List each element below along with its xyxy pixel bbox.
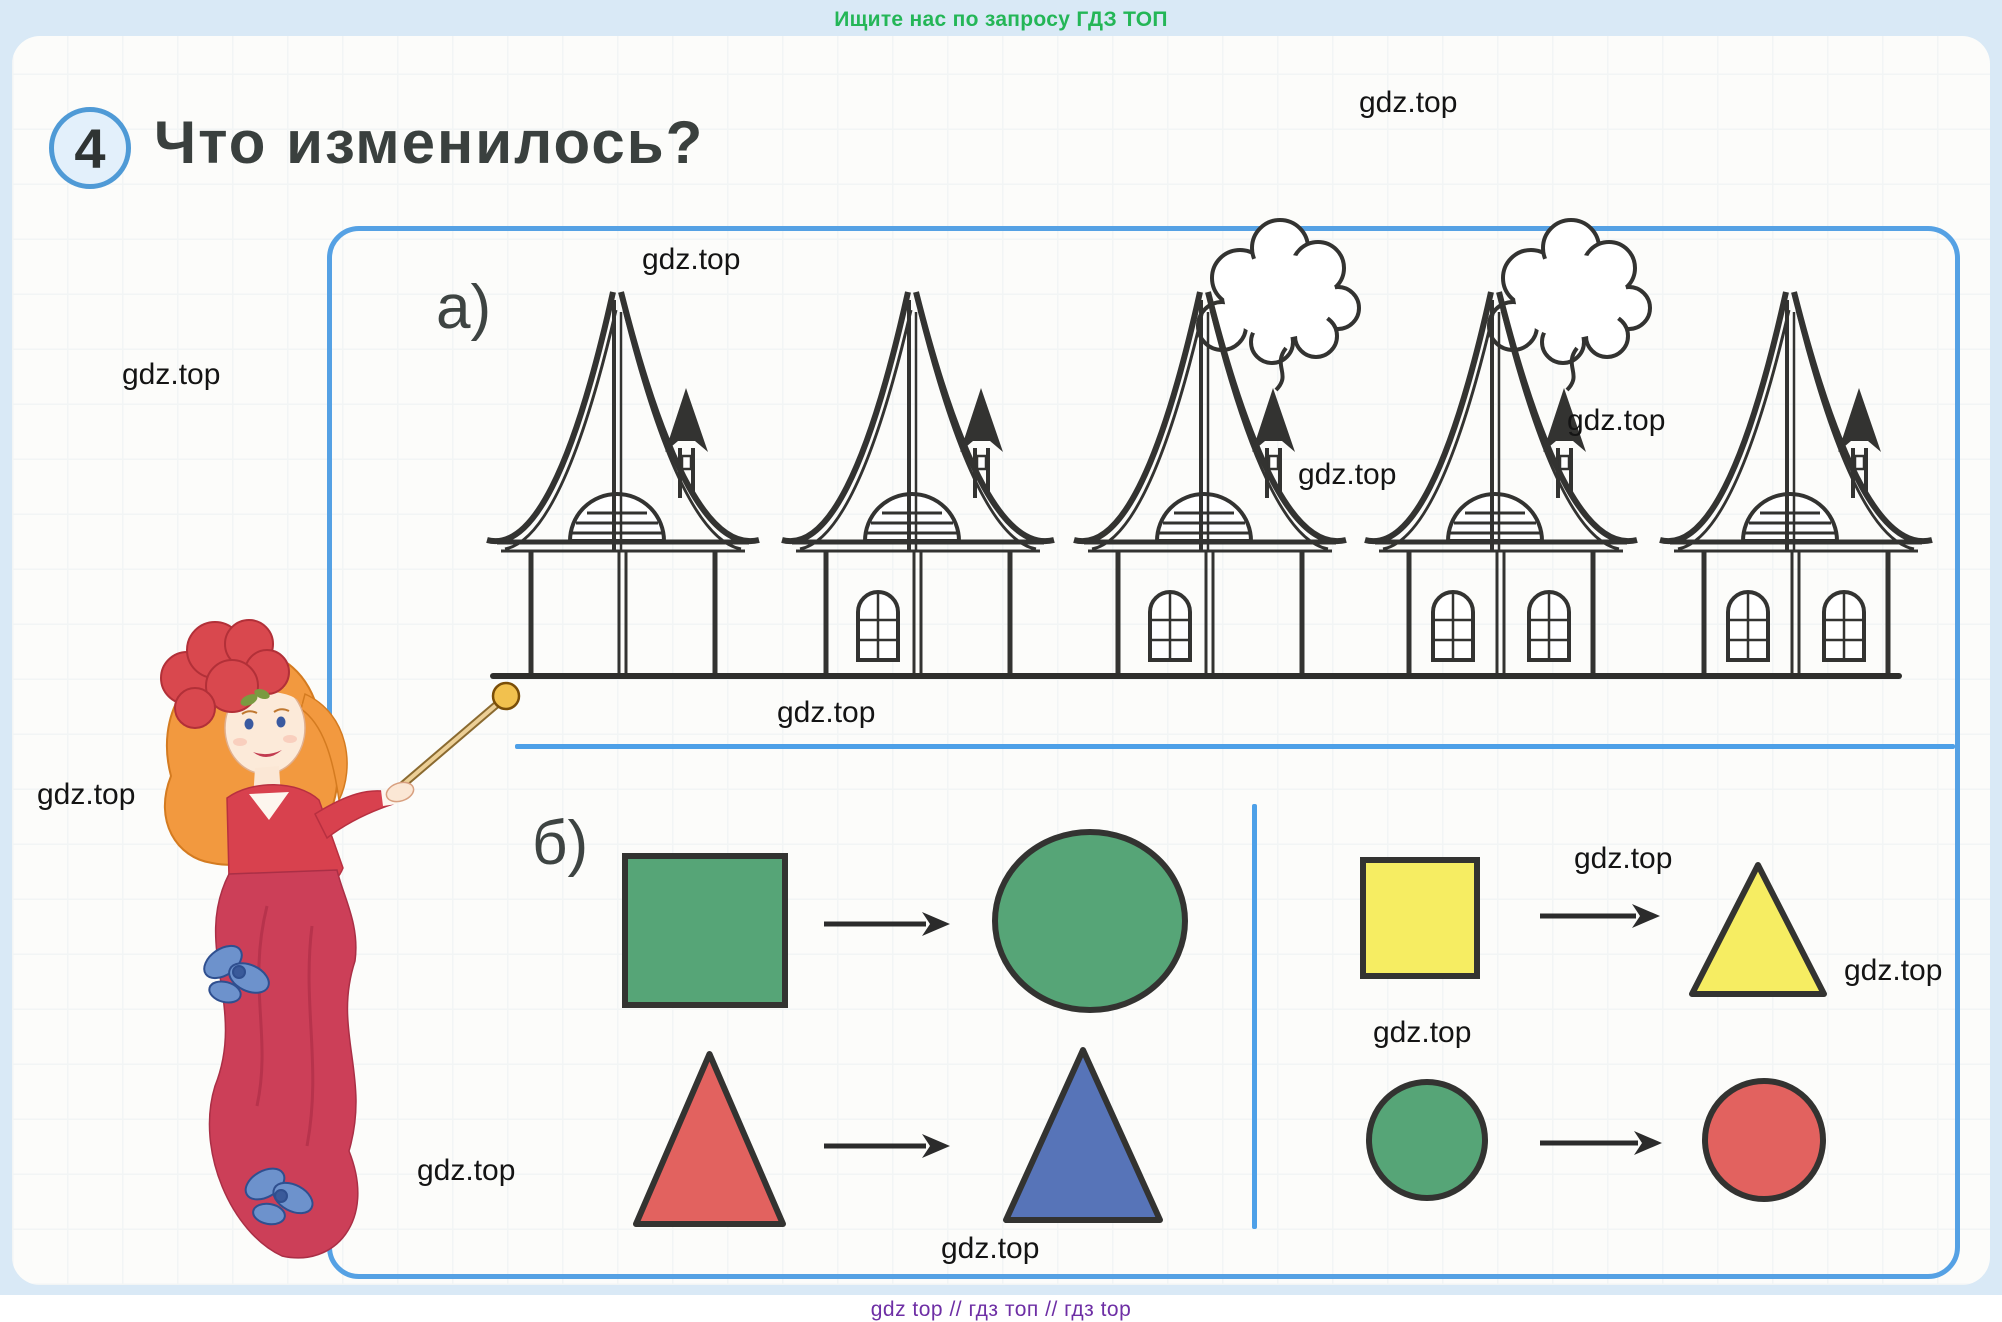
- part-a-label: а): [436, 273, 492, 342]
- watermark-gdz-top: gdz.top: [37, 778, 136, 811]
- arrow-right-icon: [1540, 901, 1660, 931]
- chimney-arrow: [960, 388, 1003, 452]
- arched-window: [1824, 592, 1864, 660]
- shape-green-square-from: [621, 852, 789, 1009]
- shape-red-circle-to: [1701, 1077, 1827, 1203]
- task-number: 4: [74, 116, 106, 180]
- fairy-eye-right: [277, 717, 286, 728]
- arched-window: [1433, 592, 1473, 660]
- watermark-gdz-top: gdz.top: [642, 243, 741, 276]
- watermark-gdz-top: gdz.top: [1574, 842, 1673, 875]
- watermark-gdz-top: gdz.top: [1359, 86, 1458, 119]
- house-1: [483, 208, 783, 678]
- promo-banner: Ищите нас по запросу ГДЗ ТОП: [834, 8, 1168, 31]
- house-2: [778, 208, 1078, 678]
- watermark-gdz-top: gdz.top: [1567, 404, 1666, 437]
- watermark-gdz-top: gdz.top: [122, 358, 221, 391]
- arrow-right-icon: [1540, 1128, 1662, 1158]
- arrow-right-icon: [824, 1131, 950, 1161]
- shape-blue-triangle-to: [1002, 1046, 1164, 1224]
- chimney-arrow: [665, 388, 708, 452]
- footer-links: gdz top // гдз топ // гдз top: [870, 1298, 1132, 1321]
- chimney-arrow: [1838, 388, 1881, 452]
- task-title: Что изменилось?: [154, 109, 705, 176]
- wand-ball: [493, 683, 519, 709]
- watermark-gdz-top: gdz.top: [777, 696, 876, 729]
- watermark-gdz-top: gdz.top: [1373, 1016, 1472, 1049]
- watermark-gdz-top: gdz.top: [417, 1154, 516, 1187]
- part-b-label: б): [532, 809, 589, 878]
- watermark-gdz-top: gdz.top: [1844, 954, 1943, 987]
- task-number-badge: [49, 107, 131, 189]
- house-3: [1070, 208, 1370, 678]
- horizontal-divider: [515, 744, 1955, 749]
- vertical-divider: [1252, 804, 1257, 1229]
- shape-red-triangle-from: [632, 1050, 787, 1228]
- ground-line: [490, 673, 1902, 679]
- arched-window: [1150, 592, 1190, 660]
- house-4: [1361, 208, 1661, 678]
- arched-window: [1529, 592, 1569, 660]
- arrow-right-icon: [824, 909, 950, 939]
- shape-green-circle-to: [991, 828, 1189, 1014]
- house-5: [1656, 208, 1956, 678]
- arched-window: [858, 592, 898, 660]
- fairy-eye-left: [245, 719, 254, 730]
- watermark-gdz-top: gdz.top: [941, 1232, 1040, 1265]
- shape-green-circle-from: [1365, 1078, 1489, 1202]
- chimney-arrow: [1252, 388, 1295, 452]
- arched-window: [1728, 592, 1768, 660]
- shape-yellow-triangle-to: [1688, 861, 1828, 998]
- shape-yellow-square-from: [1359, 856, 1481, 980]
- worksheet-page: [12, 36, 1990, 1321]
- watermark-gdz-top: gdz.top: [1298, 458, 1397, 491]
